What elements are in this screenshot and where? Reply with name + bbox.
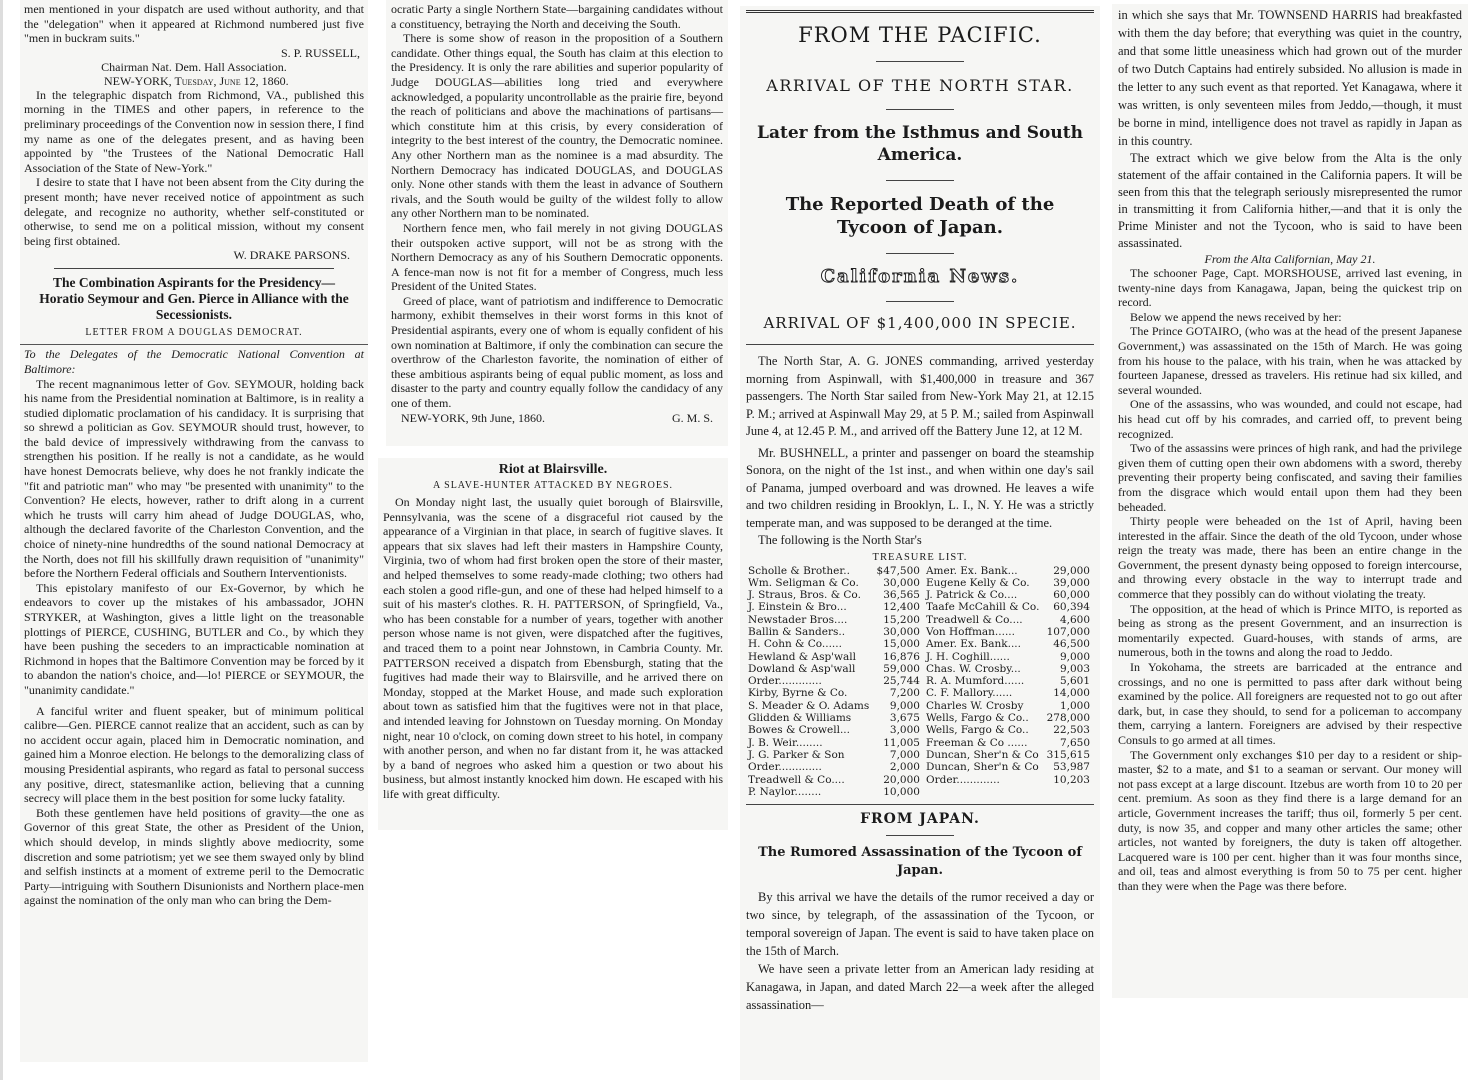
amount-cell: 10,203 bbox=[1053, 773, 1090, 786]
divider bbox=[54, 268, 334, 269]
consignee-cell: Ballin & Sanders.. bbox=[748, 625, 846, 638]
divider bbox=[886, 180, 954, 181]
consignee-cell: H. Cohn & Co...... bbox=[748, 638, 842, 651]
paragraph: The Prince GOTAIRO, (who was at the head of the present Japanese Government,) was assassinated on the 15th of March. He was going from his house to the palace, with his train, when he was attacked by fourteen Japanese, dressed as travelers. His retinue had six killed, and several wounded. bbox=[1118, 324, 1462, 397]
column-1 bbox=[20, 0, 368, 1062]
paragraph: The Government only exchanges $10 per day to a resident or ship-master, $2 to a mate, and $1 to a seaman or servant. Our money will not pass except at a large discount. Itzebus are worth from 10 to 20 per cent. premium. As soon as they find there is a large demand for an article, Government increases the tariff; thus oil, formerly 5 per cent. duty, is now 35, and copper and many other articles the same; other articles, not wanted by foreigners, the duty is taken off altogether. Lacquered ware is 100 per cent. higher than it was four months since, and oil, teas and almost everything is from 50 to 75 per cent. higher than they were when the Page was there before. bbox=[1118, 747, 1462, 893]
treasure-table bbox=[746, 565, 1094, 799]
page-edge bbox=[0, 0, 3, 1080]
signature-title: Chairman Nat. Dem. Hall Association. bbox=[101, 59, 287, 74]
consignee-cell: Treadwell & Co.... bbox=[925, 613, 1023, 626]
dateline: NEW-YORK, 9th June, 1860. bbox=[401, 410, 545, 425]
consignee-cell: Order............. bbox=[925, 773, 1000, 786]
headline-later: Later from the Isthmus and South America. bbox=[757, 123, 1083, 165]
headline: The Combination Aspirants for the Presidency—Horatio Seymour and Gen. Pierce in Alliance with the Secessionists. bbox=[39, 275, 349, 323]
consignee-cell: Wells, Fargo & Co.. bbox=[925, 712, 1029, 725]
divider bbox=[746, 804, 1094, 805]
amount-cell: 11,005 bbox=[883, 736, 920, 749]
table-row bbox=[746, 700, 1094, 712]
riot-article bbox=[378, 458, 728, 830]
amount-cell: 3,000 bbox=[889, 724, 920, 737]
source-line: From the Alta Californian, May 21. bbox=[1204, 252, 1376, 266]
amount-cell: 53,987 bbox=[1053, 761, 1090, 774]
table-row bbox=[746, 687, 1094, 699]
headline-california: California News. bbox=[820, 266, 1020, 287]
signoff bbox=[391, 411, 723, 425]
table-row bbox=[746, 565, 1094, 577]
consignee-cell: Duncan, Sher'n & Co bbox=[925, 761, 1039, 774]
initials: G. M. S. bbox=[671, 410, 713, 425]
consignee-cell: J. Straus, Bros. & Co. bbox=[748, 589, 861, 602]
salutation: To the Delegates of the Democratic National Convention at Baltimore: bbox=[24, 347, 364, 376]
consignee-cell: Amer. Ex. Bank... bbox=[925, 564, 1018, 577]
paragraph: We have seen a private letter from an American lady residing at Kanagawa, in Japan, and dated March 22—a week after the alleged assassination— bbox=[746, 962, 1094, 1013]
amount-cell: 22,503 bbox=[1053, 724, 1090, 737]
article-subheadline: A SLAVE-HUNTER ATTACKED BY NEGROES. bbox=[432, 480, 674, 491]
divider bbox=[886, 835, 954, 836]
amount-cell: 60,000 bbox=[1053, 589, 1090, 602]
consignee-cell: P. Naylor........ bbox=[748, 785, 822, 798]
consignee-cell: J. Einstein & Bro... bbox=[748, 601, 847, 614]
amount-cell: 3,675 bbox=[889, 712, 920, 725]
consignee-cell: R. A. Mumford...... bbox=[925, 675, 1025, 688]
paragraph: This epistolary manifesto of our Ex-Governor, by which he endeavors to cover up the mistakes of his ambassador, JOHN STRYKER, at Washington, gives a little light on the treasonable plottings of PIERCE, CUSHING, BUTLER and Co., by which they have been pushing the seceders to an impracticable nomination at Richmond in hopes that the Baltimore Convention may be forced by it to abandon the nation's choice, and—lo! PIERCE or SEYMOUR, the "unanimity candidate." bbox=[24, 580, 364, 697]
paragraph: Both these gentlemen have held positions of gravity—the one as Governor of this great State, the other as President of the Union, which should develop, in minds slightly above mediocrity, some discretion and some patriotism; yet we see them swayed only by blind and selfish instincts at a moment of extreme peril to the Democratic Party—intriguing with Southern Disunionists and Northern place-men against the nomination of the only man who can bring the Dem- bbox=[24, 805, 364, 908]
table-row bbox=[746, 761, 1094, 773]
consignee-cell: Von Hoffman...... bbox=[925, 625, 1015, 638]
amount-cell: 59,000 bbox=[883, 662, 920, 675]
amount-cell: 5,601 bbox=[1059, 675, 1090, 688]
paragraph: One of the assassins, who was wounded, and could not escape, had his head cut off by his comrades, and carried off, to prevent being recognized. bbox=[1118, 397, 1462, 441]
paragraph: Below we append the news received by her: bbox=[1130, 309, 1342, 324]
amount-cell: 1,000 bbox=[1059, 699, 1090, 712]
signature-parsons: W. DRAKE PARSONS. bbox=[233, 248, 350, 263]
consignee-cell: Taafe McCahill & Co. bbox=[925, 601, 1040, 614]
amount-cell: 7,650 bbox=[1059, 736, 1090, 749]
letter-closing-text: men mentioned in your dispatch are used without authority, and that the "delegation" when it appeared at Richmond numbered just five "men in buckram suits." bbox=[24, 2, 364, 46]
table-row bbox=[746, 749, 1094, 761]
table-row bbox=[746, 601, 1094, 613]
top-rule bbox=[746, 10, 1094, 13]
amount-cell: 36,565 bbox=[883, 589, 920, 602]
amount-cell: 14,000 bbox=[1053, 687, 1090, 700]
consignee-cell: Kirby, Byrne & Co. bbox=[748, 687, 848, 700]
consignee-cell: Scholle & Brother.. bbox=[748, 564, 850, 577]
table-row bbox=[746, 663, 1094, 675]
amount-cell: 46,500 bbox=[1053, 638, 1090, 651]
amount-cell bbox=[1044, 786, 1094, 798]
paragraph: The opposition, at the head of which is Prince MITO, is reported as being as strong as the present Government, and an insurrection is momentarily expected. Guard-houses, with stands of arms, are numerous, both in the towns and along the road to Jeddo. bbox=[1118, 601, 1462, 660]
amount-cell: 10,000 bbox=[883, 785, 920, 798]
amount-cell: 7,200 bbox=[889, 687, 920, 700]
consignee-cell: Treadwell & Co.... bbox=[748, 773, 845, 786]
paragraph: The North Star, A. G. JONES commanding, arrived yesterday morning from Aspinwall, with $1,400,000 in treasure and 367 passengers. The North Star sailed from New-York May 21, at 12.15 P. M.; arrived at Aspinwall May 29, at 5 P. M.; sailed from Aspinwall June 4, at 12.45 P. M., and arrived off the Battery June 12, at 12 M. bbox=[746, 354, 1094, 438]
consignee-cell: Charles W. Crosby bbox=[925, 699, 1024, 712]
column-2 bbox=[386, 0, 728, 446]
amount-cell: 15,000 bbox=[883, 638, 920, 651]
paragraph: On Monday night last, the usually quiet borough of Blairsville, Pennsylvania, was the scene of a disgraceful riot caused by the appearance of a Virginian in that place, in search of fugitive slaves. It appears that six slaves had left their masters in Hampshire County, Virginia, two of whom had first broken open the store of their master, and helped themselves to some ready-made clothing; two others had each stolen a good rifle-gun, and one of these had helped himself to a suit of his master's clothes. R. H. PATTERSON, of Springfield, Va., who has been constable for a number of years, together with another person whose name is not given, were dispatched after the fugitives, and traced them to a point near Johnstown, in Cambria County. Mr. PATTERSON received a dispatch from Ebensburgh, stating that the fugitives had made their way to Blairsville, and he arrived there on Monday, stopped at the Market House, and made such exploration about town as satisfied him that the fugitives were not in that place, and intended leaving for Johnstown on Tuesday morning. On Monday night, near 10 o'clock, on coming down street to his hotel, in company with another person, and when no far distant from it, he was attacked by a band of negroes who asked him a question or two about his business, but almost instantly knocked him down. He escaped with his life with great difficulty. bbox=[383, 495, 723, 801]
headline-specie: ARRIVAL OF $1,400,000 IN SPECIE. bbox=[763, 314, 1077, 332]
amount-cell: 16,876 bbox=[883, 650, 920, 663]
consignee-cell: S. Meader & O. Adams bbox=[748, 699, 870, 712]
amount-cell: 9,000 bbox=[1059, 650, 1090, 663]
divider bbox=[886, 253, 954, 254]
paragraph: By this arrival we have the details of the rumor received a day or two since, by telegraph, of the assassination of the Tycoon, or temporal sovereign of Japan. The event is said to have taken place on the 15th of March. bbox=[746, 890, 1094, 959]
paragraph: Northern fence men, who fail merely in not giving DOUGLAS their outspoken active support, will not be as strong with the Northern Democracy as any of his Southern Democratic opponents. A fence-man now is not fit for a member of Congress, much less President of the United States. bbox=[391, 220, 723, 294]
consignee-cell: Hewland & Asp'wall bbox=[748, 650, 857, 663]
divider bbox=[876, 61, 964, 62]
article-headline: Riot at Blairsville. bbox=[498, 462, 608, 477]
paragraph: The extract which we give below from the Alta is the only statement of the affair contained in the California papers. It will be seen from this that the telegraph seriously misrepresented the rumor in transmitting it from California hither,—and that it is only the Prime Minister and not the Tycoon, who is said to have been assassinated. bbox=[1118, 151, 1462, 250]
amount-cell: 30,000 bbox=[883, 625, 920, 638]
consignee-cell: Dowland & Asp'wall bbox=[748, 662, 856, 675]
consignee-cell: Amer. Ex. Bank.... bbox=[925, 638, 1021, 651]
table-row bbox=[746, 737, 1094, 749]
consignee-cell: J. B. Weir........ bbox=[748, 736, 823, 749]
paragraph: ocratic Party a single Northern State—bargaining candidates without a constituency, betraying the North and deceiving the South. bbox=[391, 2, 723, 31]
table-row bbox=[746, 626, 1094, 638]
amount-cell: $47,500 bbox=[876, 564, 920, 577]
headline-japan: FROM JAPAN. bbox=[860, 811, 980, 828]
headline-arrival: ARRIVAL OF THE NORTH STAR. bbox=[766, 76, 1074, 95]
paragraph: I desire to state that I have not been absent from the City during the present month; have never received notice of appointment as such delegate, and recognize no authority, whether self-constituted or otherwise, to send me on a political mission, without my consent being first obtained. bbox=[24, 175, 364, 248]
consignee-cell: Wm. Seligman & Co. bbox=[748, 576, 859, 589]
consignee-cell: J. H. Coghill...... bbox=[925, 650, 1010, 663]
consignee-cell: Order............. bbox=[748, 675, 822, 688]
table-row bbox=[746, 638, 1094, 650]
signature-russell: S. P. RUSSELL, bbox=[280, 45, 360, 60]
dateline: NEW-YORK, Tuesday, June 12, 1860. bbox=[104, 73, 289, 88]
amount-cell: 2,000 bbox=[889, 761, 920, 774]
amount-cell: 315,615 bbox=[1046, 748, 1090, 761]
column-4 bbox=[1112, 4, 1468, 998]
table-row bbox=[746, 589, 1094, 601]
paragraph: In the telegraphic dispatch from Richmond, VA., published this morning in the TIMES and other papers, in reference to the preliminary proceedings of the Convention now in session there, I find my name as one of the delegates present, and as having been appointed by "the Trustees of the National Democratic Hall Association of the State of New-York." bbox=[24, 87, 364, 175]
amount-cell: 107,000 bbox=[1046, 625, 1090, 638]
consignee-cell: Duncan, Sher'n & Co bbox=[925, 748, 1039, 761]
consignee-cell: Freeman & Co ...... bbox=[925, 736, 1028, 749]
amount-cell: 15,200 bbox=[883, 613, 920, 626]
amount-cell: 9,000 bbox=[889, 699, 920, 712]
divider bbox=[886, 109, 954, 110]
paragraph: There is some show of reason in the proposition of a Southern candidate. Other things equal, the South has claim at this election to the Presidency. It is only the rare abilities and superior popularity of Judge DOUGLAS—abilities long tried and everywhere acknowledged, a popularity uncontrollable as the prairie fire, beyond the reach of politicians and above the machinations of partisans—which constitute him at this crisis, by every consideration of integrity to the best interest of the country, the Democratic nominee. Any other Northern man as the nominee is a mad absurdity. The Northern Democracy has indicated DOUGLAS, and DOUGLAS only. None other stands with them the least in advance of Southern rivals, and the South would be guilty of the wildest folly to allow any other Northern man to be nominated. bbox=[391, 31, 723, 221]
amount-cell: 30,000 bbox=[883, 576, 920, 589]
consignee-cell: C. F. Mallory...... bbox=[925, 687, 1013, 700]
table-row bbox=[746, 724, 1094, 736]
divider bbox=[886, 301, 954, 302]
amount-cell: 20,000 bbox=[883, 773, 920, 786]
paragraph: Thirty people were beheaded on the 1st of April, having been interested in the affair. Since the death of the old Tycoon, under whose reign the treaty was made, there has been an entire change in the Government, the present dynasty being opposed to foreign intercourse, and throwing every obstacle in the way to interrupt trade and commerce that they possibly can do without violating the treaty. bbox=[1118, 514, 1462, 602]
table-row bbox=[746, 614, 1094, 626]
table-row bbox=[746, 786, 1094, 798]
consignee-cell: Newstader Bros.... bbox=[748, 613, 848, 626]
consignee-cell: J. Patrick & Co.... bbox=[925, 589, 1018, 602]
amount-cell: 9,003 bbox=[1059, 662, 1090, 675]
paragraph: In Yokohama, the streets are barricaded at the entrance and crossings, and no one is permitted to pass after dark without being examined by the police. All foreigners are requested not to go out after dark, but, in case they should, to send for a policeman to accompany them, carrying a lantern. Foreigners are advised by their respective Consuls to go armed at all times. bbox=[1118, 660, 1462, 747]
amount-cell: 60,394 bbox=[1053, 601, 1090, 614]
subheadline: LETTER FROM A DOUGLAS DEMOCRAT. bbox=[85, 327, 303, 339]
consignee-cell: Bowes & Crowell... bbox=[748, 724, 850, 737]
divider bbox=[20, 344, 368, 345]
paragraph: Two of the assassins were princes of high rank, and had the privilege given them of cutting open their own abdomens with a sword, thereby preventing their property being confiscated, and saving their families from the disgrace which would entail upon them had they been beheaded. bbox=[1118, 441, 1462, 514]
amount-cell: 12,400 bbox=[883, 601, 920, 614]
table-row bbox=[746, 651, 1094, 663]
amount-cell: 7,000 bbox=[889, 748, 920, 761]
treasure-title: TREASURE LIST. bbox=[872, 551, 968, 563]
paragraph: in which she says that Mr. TOWNSEND HARRIS had breakfasted with them the day before; that everything was quiet in the country, and that some little uneasiness which had grown out of the murder of two Dutch Captains had entirely subsided. No allusion is made in the letter to any such event as that reported. Yet Kanagawa, where it was written, is only seventeen miles from Jeddo,—though, it must be borne in mind, intelligence does not travel as rapidly in Japan as in this country. bbox=[1118, 8, 1462, 148]
consignee-cell: Order............. bbox=[748, 761, 822, 774]
consignee-cell: Eugene Kelly & Co. bbox=[925, 576, 1030, 589]
table-row bbox=[746, 577, 1094, 589]
consignee-cell: J. G. Parker & Son bbox=[748, 748, 845, 761]
paragraph: Mr. BUSHNELL, a printer and passenger on board the steamship Sonora, on the night of the 1st inst., and when within one day's sail of Panama, jumped overboard and was drowned. He leaves a wife and two children residing in Brooklyn, L. I., N. Y. He was a strictly temperate man, and was supposed to be deranged at the time. bbox=[746, 445, 1094, 530]
consignee-cell: Glidden & Williams bbox=[748, 712, 852, 725]
amount-cell: 278,000 bbox=[1046, 712, 1090, 725]
paragraph: The following is the North Star's bbox=[758, 533, 922, 547]
paragraph: The recent magnanimous letter of Gov. SEYMOUR, holding back his name from the Presidential nomination at Baltimore, is in reality a studied diplomatic proclamation of his candidacy. It is surprising that so shrewd a politician as Gov. SEYMOUR should trust, however, to the bald device of impressively withdrawing from the canvass to strengthen his position. If he really is not a candidate, as he would have honest Democrats believe, why does he not frankly indicate the "fit and patriotic man" who may "be presented with unanimity" to the Convention? He elects, however, rather to drift along in a current which he trusts will carry him ahead of Judge DOUGLAS, who, although the declared favorite of the Charleston Convention, and the choice of ninety-nine hundredths of the sound national Democracy at the North, does not fill his skillfully drawn requisition of "unanimity" before the Northern Federal officials and Southern Interventionists. bbox=[24, 376, 364, 581]
headline-rumored: The Rumored Assassination of the Tycoon of Japan. bbox=[758, 845, 1082, 879]
consignee-cell: Chas. W. Crosby... bbox=[925, 662, 1021, 675]
amount-cell: 4,600 bbox=[1059, 613, 1090, 626]
headline-tycoon: The Reported Death of the Tycoon of Japan. bbox=[785, 194, 1055, 238]
amount-cell: 25,744 bbox=[883, 675, 920, 688]
section-title: FROM THE PACIFIC. bbox=[798, 23, 1042, 47]
amount-cell: 39,000 bbox=[1053, 576, 1090, 589]
divider bbox=[746, 344, 1094, 345]
paragraph: Greed of place, want of patriotism and indifference to Democratic harmony, exhibit themselves in their worst forms in this knot of Presidential aspirants, every one of whom is equally confident of his own nomination at Baltimore, if only the combination can secure the overthrow of the Charleston favorite, the nomination of either of these ambitious aspirants being of equal public moment, as loss and disaster to the party and country equally follow the candidacy of any one of them. bbox=[391, 293, 723, 411]
table-row bbox=[746, 774, 1094, 786]
consignee-cell bbox=[924, 786, 1044, 798]
table-row bbox=[746, 712, 1094, 724]
column-3 bbox=[740, 6, 1100, 1080]
table-row bbox=[746, 675, 1094, 687]
amount-cell: 29,000 bbox=[1053, 564, 1090, 577]
consignee-cell: Wells, Fargo & Co.. bbox=[925, 724, 1029, 737]
paragraph: A fanciful writer and fluent speaker, but of minimum political calibre—Gen. PIERCE cannot realize that an accident, such as can by no accident occur again, placed him in Democratic nomination, and gained him a Monroe election. He belongs to the demoralizing class of mousing Presidential aspirants, who regard as fatal to personal success any positive, direct, statesmanlike action, believing that a cunning secrecy will place them in the best position for some lucky fatality. bbox=[24, 703, 364, 806]
paragraph: The schooner Page, Capt. MORSHOUSE, arrived last evening, in twenty-nine days from Kanagawa, Japan, being the quickest trip on record. bbox=[1118, 266, 1462, 310]
